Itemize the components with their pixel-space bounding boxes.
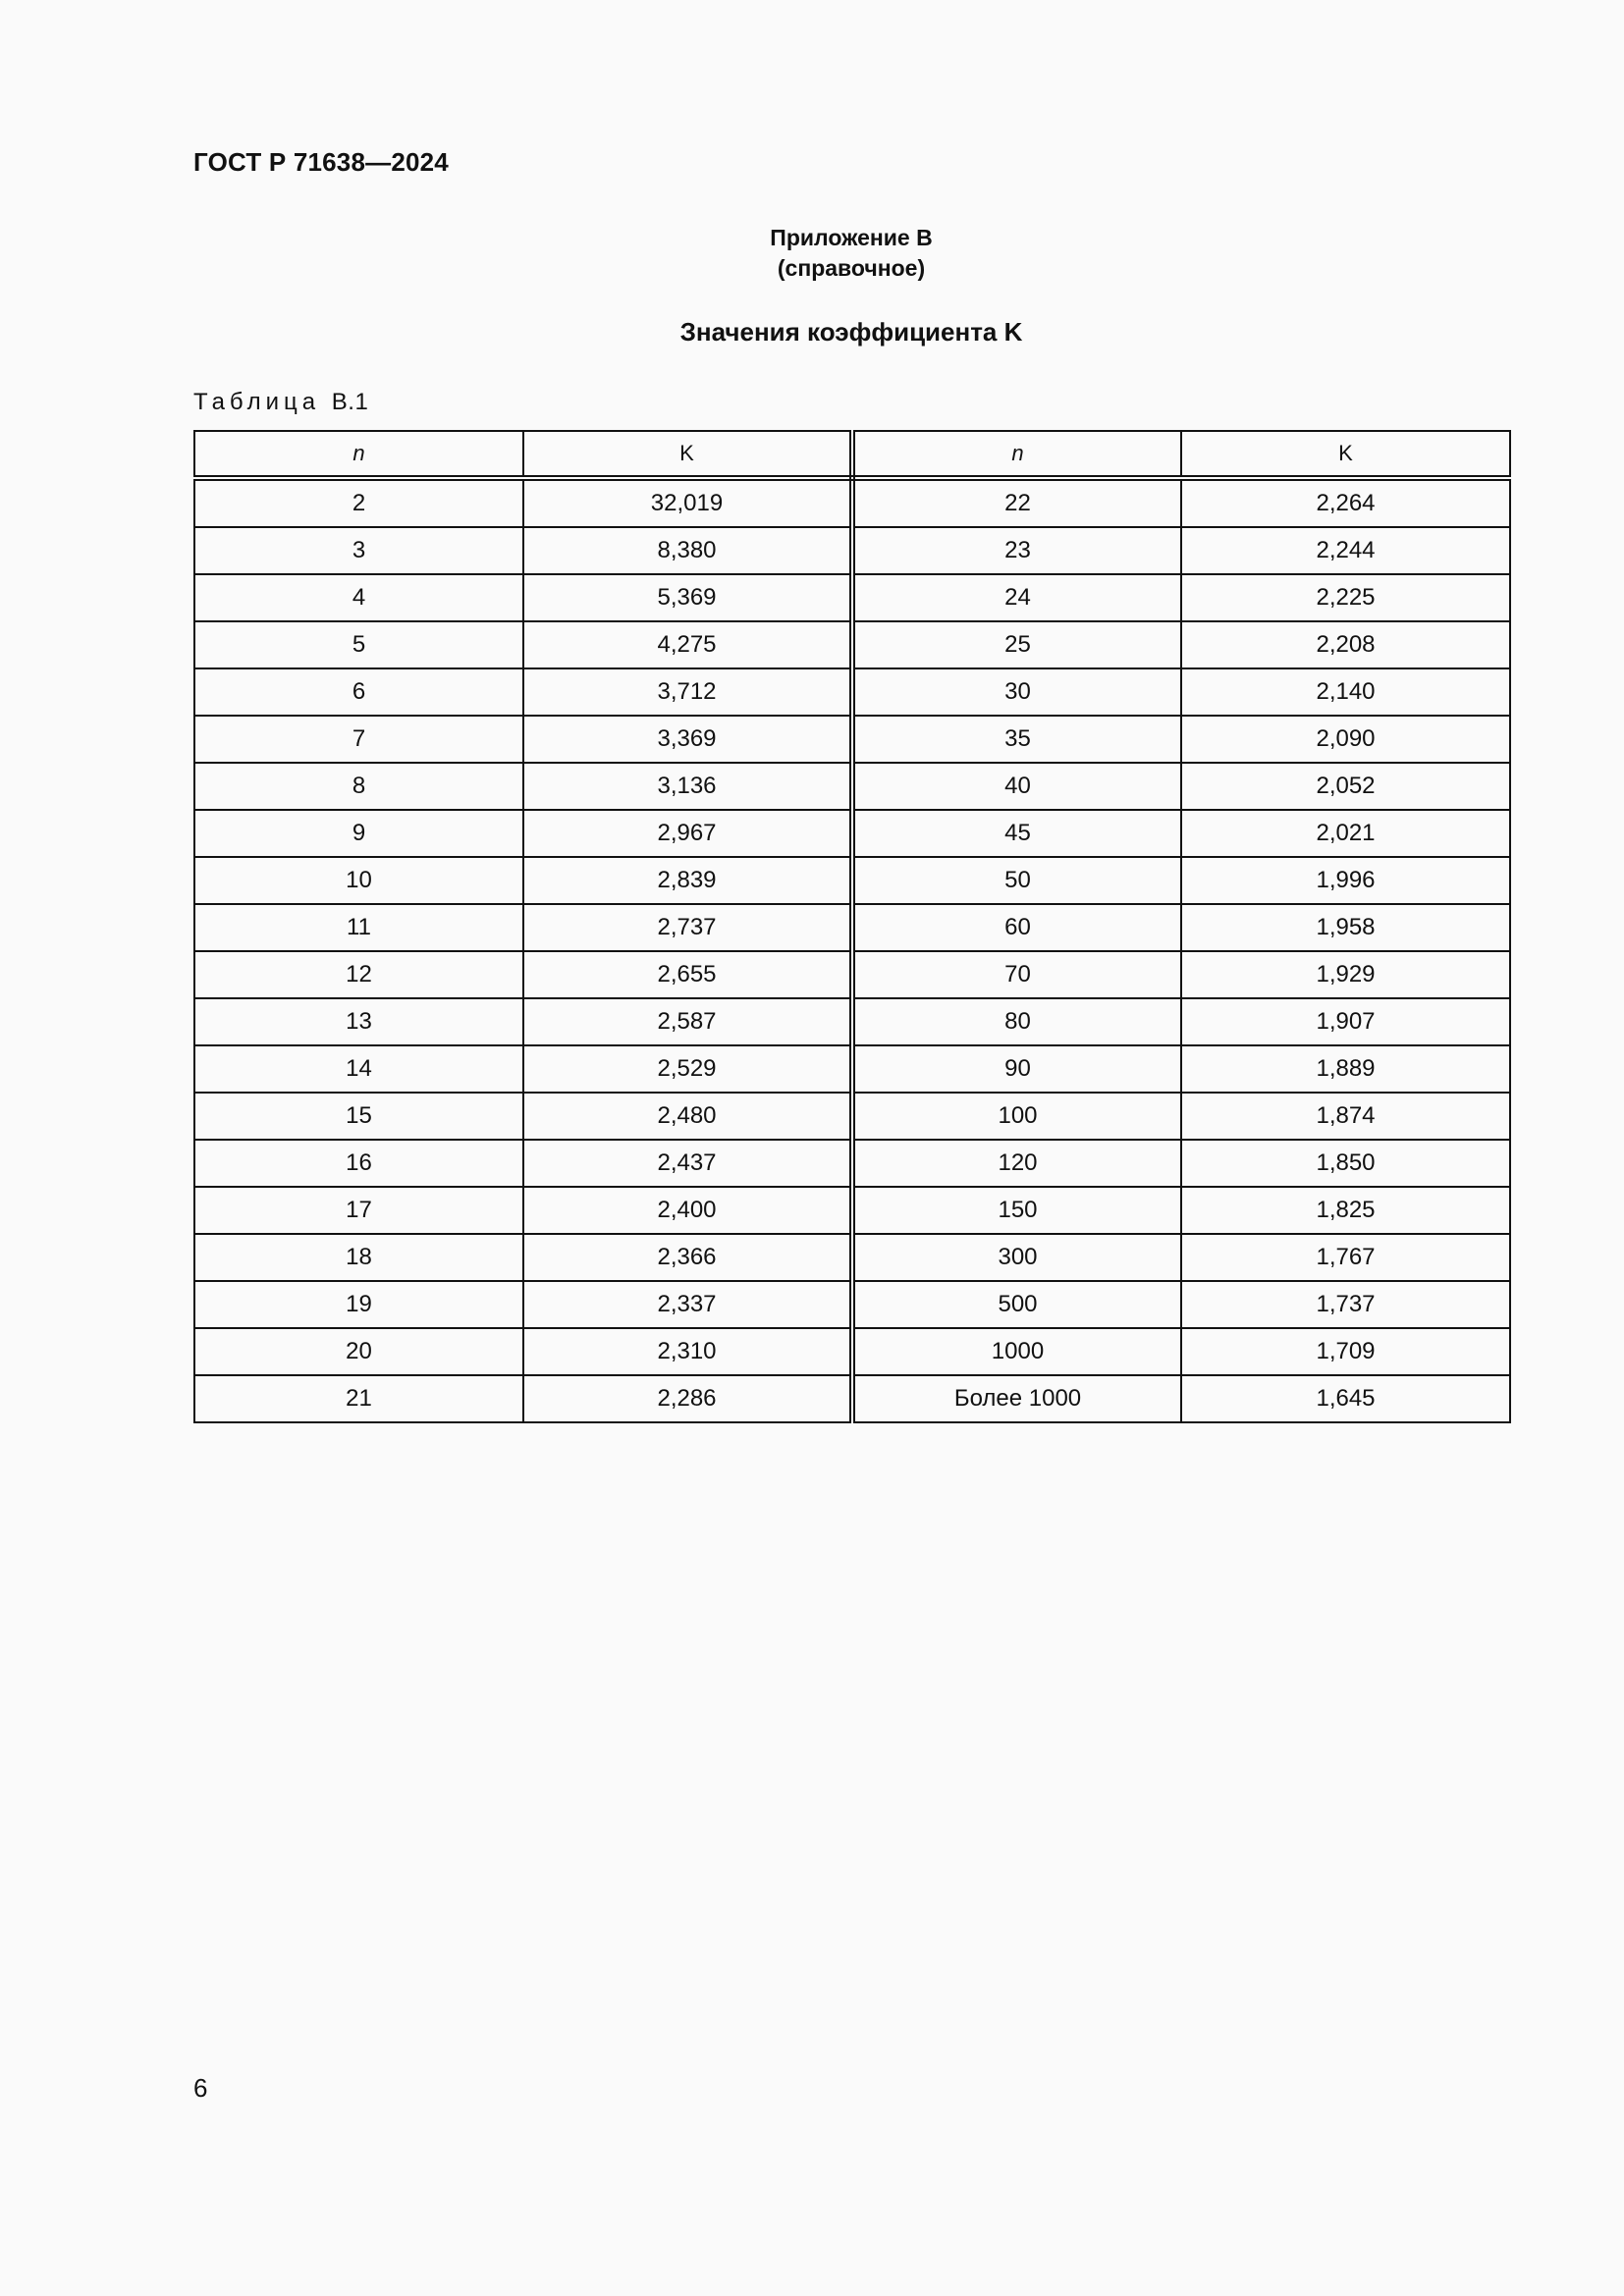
table-row [194,1328,1510,1375]
cell-n-right: 45 [852,810,1181,857]
page-number: 6 [193,2073,208,2103]
cell-n-right: 120 [852,1140,1181,1187]
cell-n-right: 500 [852,1281,1181,1328]
table-row [194,904,1510,951]
cell-k-right: 2,021 [1181,810,1510,857]
table-row [194,621,1510,668]
cell-n-left: 12 [194,951,523,998]
cell-k-right: 1,958 [1181,904,1510,951]
cell-k-right: 1,889 [1181,1045,1510,1093]
table-row [194,998,1510,1045]
cell-n-left: 8 [194,763,523,810]
cell-k-left: 3,369 [523,716,852,763]
cell-k-right: 1,767 [1181,1234,1510,1281]
cell-n-right: 90 [852,1045,1181,1093]
cell-n-left: 17 [194,1187,523,1234]
cell-k-left: 2,337 [523,1281,852,1328]
table-row [194,527,1510,574]
cell-n-right: 25 [852,621,1181,668]
cell-k-left: 2,737 [523,904,852,951]
cell-n-right: 300 [852,1234,1181,1281]
annex-status: (справочное) [777,255,926,281]
cell-k-right: 2,264 [1181,478,1510,527]
cell-n-left: 3 [194,527,523,574]
cell-n-left: 21 [194,1375,523,1422]
table-row [194,1375,1510,1422]
cell-k-left: 2,310 [523,1328,852,1375]
cell-n-left: 18 [194,1234,523,1281]
table-row [194,951,1510,998]
cell-k-right: 1,645 [1181,1375,1510,1422]
cell-k-right: 2,225 [1181,574,1510,621]
cell-k-left: 4,275 [523,621,852,668]
cell-k-left: 3,136 [523,763,852,810]
cell-n-left: 13 [194,998,523,1045]
cell-k-left: 2,529 [523,1045,852,1093]
cell-n-right: 150 [852,1187,1181,1234]
table-caption-label: Таблица [193,389,321,415]
cell-n-left: 19 [194,1281,523,1328]
cell-k-left: 8,380 [523,527,852,574]
table-row [194,763,1510,810]
cell-n-right: Более 1000 [852,1375,1181,1422]
table-row [194,1234,1510,1281]
table-row [194,716,1510,763]
cell-n-right: 35 [852,716,1181,763]
cell-k-left: 2,839 [523,857,852,904]
table-row [194,478,1510,527]
cell-k-right: 1,996 [1181,857,1510,904]
cell-k-right: 1,874 [1181,1093,1510,1140]
cell-n-left: 11 [194,904,523,951]
cell-k-left: 5,369 [523,574,852,621]
table-row [194,668,1510,716]
table-caption-number: В.1 [331,389,369,415]
cell-k-right: 1,929 [1181,951,1510,998]
table-row [194,1187,1510,1234]
header-n-right: n [852,431,1181,478]
cell-n-right: 80 [852,998,1181,1045]
cell-k-left: 2,967 [523,810,852,857]
cell-n-right: 24 [852,574,1181,621]
cell-n-left: 14 [194,1045,523,1093]
cell-k-right: 2,140 [1181,668,1510,716]
cell-n-right: 100 [852,1093,1181,1140]
cell-n-left: 7 [194,716,523,763]
section-title: Значения коэффициента K [679,317,1023,347]
cell-n-right: 60 [852,904,1181,951]
cell-k-right: 1,825 [1181,1187,1510,1234]
cell-k-left: 2,480 [523,1093,852,1140]
cell-k-right: 2,208 [1181,621,1510,668]
cell-k-left: 2,437 [523,1140,852,1187]
cell-k-right: 2,244 [1181,527,1510,574]
cell-n-right: 22 [852,478,1181,527]
cell-k-right: 1,850 [1181,1140,1510,1187]
header-k-left: K [523,431,852,478]
cell-n-right: 1000 [852,1328,1181,1375]
cell-k-left: 2,587 [523,998,852,1045]
cell-n-left: 5 [194,621,523,668]
table-row [194,1140,1510,1187]
header-k-right: K [1181,431,1510,478]
cell-n-right: 40 [852,763,1181,810]
cell-n-left: 4 [194,574,523,621]
table-row [194,810,1510,857]
table-row [194,1281,1510,1328]
cell-n-left: 10 [194,857,523,904]
coefficient-table [193,430,1509,1423]
cell-k-right: 2,090 [1181,716,1510,763]
cell-n-left: 15 [194,1093,523,1140]
cell-n-left: 20 [194,1328,523,1375]
cell-k-right: 1,709 [1181,1328,1510,1375]
header-n-left: n [194,431,523,478]
cell-n-right: 30 [852,668,1181,716]
cell-k-left: 2,400 [523,1187,852,1234]
table-caption [193,389,368,416]
cell-n-left: 16 [194,1140,523,1187]
cell-k-right: 1,907 [1181,998,1510,1045]
table-header-row [194,431,1510,478]
cell-k-left: 3,712 [523,668,852,716]
cell-n-right: 50 [852,857,1181,904]
cell-n-left: 6 [194,668,523,716]
cell-k-left: 32,019 [523,478,852,527]
cell-k-left: 2,366 [523,1234,852,1281]
table-body [194,478,1510,1422]
table-row [194,1093,1510,1140]
cell-n-right: 70 [852,951,1181,998]
cell-k-left: 2,286 [523,1375,852,1422]
cell-k-left: 2,655 [523,951,852,998]
document-code: ГОСТ Р 71638—2024 [193,147,449,177]
table-row [194,574,1510,621]
cell-n-right: 23 [852,527,1181,574]
cell-n-left: 9 [194,810,523,857]
annex-title: Приложение В [770,225,933,250]
cell-k-right: 2,052 [1181,763,1510,810]
table-row [194,1045,1510,1093]
cell-n-left: 2 [194,478,523,527]
table-row [194,857,1510,904]
cell-k-right: 1,737 [1181,1281,1510,1328]
